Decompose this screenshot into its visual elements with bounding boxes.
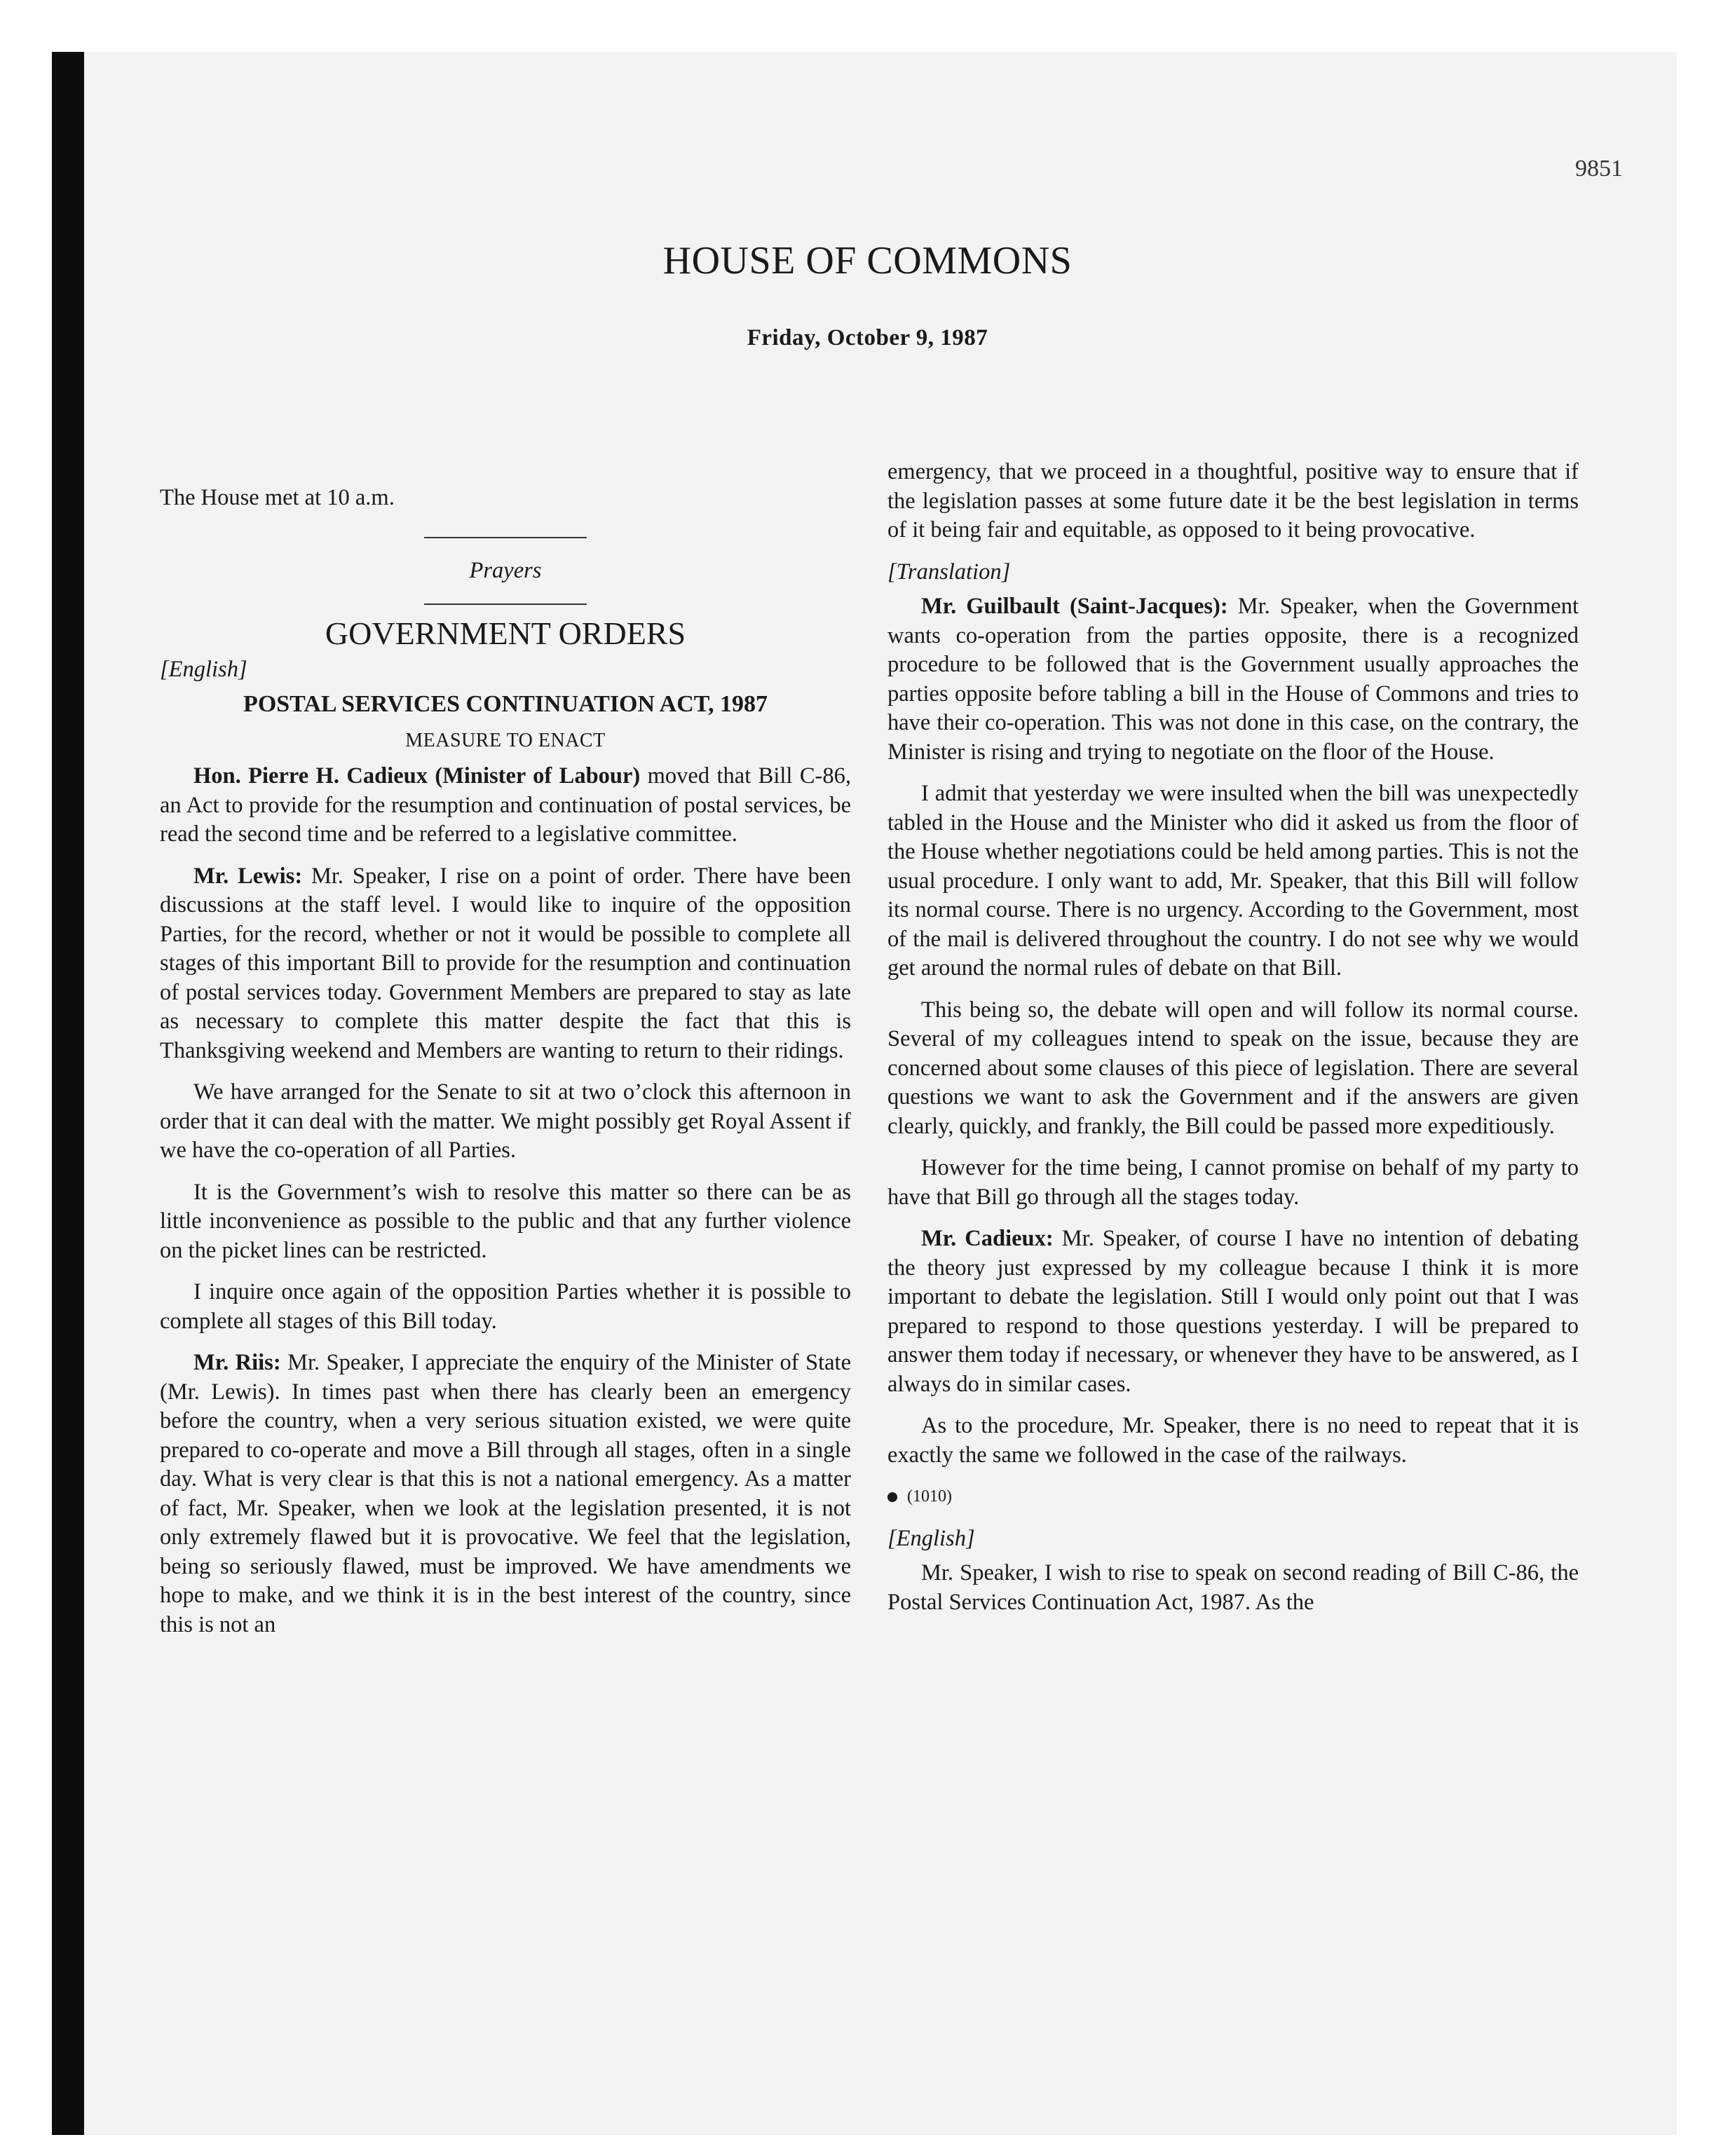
right-column — [887, 458, 1579, 1630]
paragraph: Mr. Speaker, I wish to rise to speak on second reading of Bill C-86, the Postal Services Continuation Act, 1987. As the — [887, 1560, 1579, 1615]
bullet-icon — [887, 1492, 897, 1502]
language-marker: [English] — [160, 656, 247, 682]
speaker-name: Hon. Pierre H. Cadieux (Minister of Labour) — [193, 763, 641, 789]
scan-edge — [52, 52, 84, 2135]
section-heading: GOVERNMENT ORDERS — [325, 615, 686, 651]
language-marker: [English] — [887, 1525, 975, 1551]
sitting-date: Friday, October 9, 1987 — [747, 325, 988, 350]
paragraph — [160, 762, 851, 850]
speaker-name: Mr. Riis: — [193, 1350, 281, 1375]
divider-rule — [424, 537, 587, 538]
speech-text: Mr. Speaker, of course I have no intention of debating the theory just expressed by my colleague because I think it is more important to debate the legislation. Still I would only point out that I was prepared to respond to those questions yesterday. I will be prepared to answer them today if necessary, or whenever they have to be answered, as I always do in similar cases. — [887, 1226, 1579, 1397]
speaker-name: Mr. Lewis: — [193, 863, 303, 889]
paragraph: It is the Government’s wish to resolve this matter so there can be as little inconvenience as possible to the public and that any further violence on the picket lines can be restricted. — [160, 1179, 851, 1263]
page-title: HOUSE OF COMMONS — [662, 239, 1073, 282]
sitting-opening: The House met at 10 a.m. — [160, 485, 395, 510]
paragraph — [887, 1224, 1579, 1399]
page-number: 9851 — [1575, 156, 1623, 182]
act-subtitle: MEASURE TO ENACT — [405, 729, 606, 751]
paragraph — [160, 1349, 851, 1639]
divider-rule — [424, 603, 587, 605]
speaker-name: Mr. Guilbault (Saint-Jacques): — [921, 594, 1228, 619]
prayers-label: Prayers — [469, 557, 542, 583]
language-marker: [Translation] — [887, 559, 1011, 585]
speech-text: Mr. Speaker, I appreciate the enquiry of the Minister of State (Mr. Lewis). In times past when there has clearly been an emergency before the country, when a very serious situation existed, we were quite prepared to co-operate and move a Bill through all stages, often in a single day. What is very clear is that this is not a national emergency. As a matter of fact, Mr. Speaker, when we look at the legislation presented, it is not only extremely flawed but it is provocative. We feel that the legislation, being so seriously flawed, must be improved. We have amendments we hope to make, and we think it is in the best interest of the country, since this is not an — [160, 1350, 851, 1637]
paragraph: This being so, the debate will open and will follow its normal course. Several of my colleagues intend to speak on the issue, because they are concerned about some clauses of this piece of legislation. There are several questions we want to ask the Government and if the answers are given clearly, quickly, and frankly, the Bill could be passed more expeditiously. — [887, 997, 1579, 1139]
time-stamp: (1010) — [907, 1487, 952, 1506]
act-title: POSTAL SERVICES CONTINUATION ACT, 1987 — [243, 691, 768, 717]
paragraph: However for the time being, I cannot promise on behalf of my party to have that Bill go through all the stages today. — [887, 1155, 1579, 1210]
paragraph: We have arranged for the Senate to sit at two o’clock this afternoon in order that it can deal with the matter. We might possibly get Royal Assent if we have the co-operation of all Parties. — [160, 1079, 851, 1163]
paragraph — [160, 862, 851, 1066]
paragraph: I inquire once again of the opposition Parties whether it is possible to complete all stages of this Bill today. — [160, 1279, 851, 1334]
paragraph: emergency, that we proceed in a thoughtful, positive way to ensure that if the legislation passes at some future date it be the best legislation in terms of it being fair and equitable, as opposed to it being provocative. — [887, 459, 1579, 543]
speech-text: moved that Bill C-86, an Act to provide for the resumption and continuation of postal services, be read the second time and be referred to a legislative committee. — [160, 763, 851, 847]
speech-text: Mr. Speaker, when the Government wants co-operation from the parties opposite, there is a recognized procedure to be followed that is the Government usually approaches the parties opposite before tabling a bill in the House of Commons and tries to have their co-operation. This was not done in this case, on the contrary, the Minister is rising and trying to negotiate on the floor of the House. — [887, 594, 1579, 765]
paragraph: As to the procedure, Mr. Speaker, there is no need to repeat that it is exactly the same we followed in the case of the railways. — [887, 1413, 1579, 1468]
left-column — [160, 484, 851, 1652]
speech-text: Mr. Speaker, I rise on a point of order. There have been discussions at the staff level. I would like to inquire of the opposition Parties, for the record, whether or not it would be possible to complete all stages of this important Bill to provide for the resumption and continuation of postal services today. Government Members are prepared to stay as late as necessary to complete this matter despite the fact that this is Thanksgiving weekend and Members are wanting to return to their ridings. — [160, 863, 851, 1063]
speaker-name: Mr. Cadieux: — [921, 1226, 1054, 1251]
paragraph — [887, 592, 1579, 767]
paragraph: I admit that yesterday we were insulted when the bill was unexpectedly tabled in the House and the Minister who did it asked us from the floor of the House whether negotiations could be held among parties. This is not the usual procedure. I only want to add, Mr. Speaker, that this Bill will follow its normal course. There is no urgency. According to the Government, most of the mail is delivered throughout the country. I do not see why we would get around the normal rules of debate on that Bill. — [887, 781, 1579, 981]
time-marker — [887, 1482, 1579, 1512]
